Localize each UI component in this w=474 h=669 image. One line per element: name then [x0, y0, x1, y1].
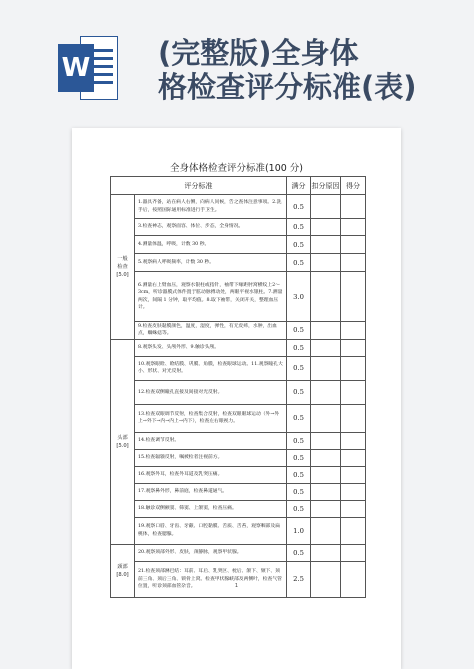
- table-row: [111, 561, 366, 597]
- table-header-row: [111, 177, 366, 195]
- section-label-line: 检查: [117, 263, 128, 270]
- deduction-reason-cell[interactable]: [311, 483, 341, 500]
- obtained-score-cell[interactable]: [341, 404, 366, 432]
- deduction-reason-cell[interactable]: [311, 272, 341, 322]
- table-row: [111, 544, 366, 561]
- section-label-line: 颈部: [117, 563, 128, 570]
- criterion-text: 10.观察眼睑、睑结膜、巩膜、角膜，检查眼球运动。11.观察瞳孔大小、形状、对光反射。: [135, 356, 287, 380]
- obtained-score-cell[interactable]: [341, 195, 366, 219]
- deduction-reason-cell[interactable]: [311, 561, 341, 597]
- table-row: [111, 466, 366, 483]
- section-label-line: 一般: [117, 255, 128, 262]
- obtained-score-cell[interactable]: [341, 219, 366, 236]
- criterion-text: 17.观察鼻外形，鼻前庭，检查鼻道通气。: [135, 483, 287, 500]
- deduction-reason-cell[interactable]: [311, 219, 341, 236]
- table-row: [111, 500, 366, 517]
- section-label-line: [5.0]: [116, 271, 129, 278]
- obtained-score-cell[interactable]: [341, 339, 366, 356]
- full-score: 0.5: [287, 404, 311, 432]
- table-row: [111, 272, 366, 322]
- obtained-score-cell[interactable]: [341, 380, 366, 404]
- full-score: 0.5: [287, 466, 311, 483]
- obtained-score-cell[interactable]: [341, 483, 366, 500]
- table-body: [111, 195, 366, 598]
- deduction-reason-cell[interactable]: [311, 466, 341, 483]
- column-header: 得分: [341, 177, 366, 195]
- table-row: [111, 339, 366, 356]
- table-row: [111, 236, 366, 254]
- obtained-score-cell[interactable]: [341, 517, 366, 544]
- full-score: 0.5: [287, 432, 311, 449]
- table-row: [111, 449, 366, 466]
- full-score: 0.5: [287, 544, 311, 561]
- deduction-reason-cell[interactable]: [311, 517, 341, 544]
- obtained-score-cell[interactable]: [341, 254, 366, 272]
- criterion-text: 3.检查神志，观察面容、体位、步态，全身情况。: [135, 219, 287, 236]
- deduction-reason-cell[interactable]: [311, 254, 341, 272]
- full-score: 1.0: [287, 517, 311, 544]
- full-score: 0.5: [287, 254, 311, 272]
- document-title-line-1: (完整版)全身体: [158, 36, 359, 70]
- table-row: [111, 322, 366, 340]
- table-row: [111, 404, 366, 432]
- deduction-reason-cell[interactable]: [311, 449, 341, 466]
- criterion-text: 8.观察头发、头颅外形、9.触诊头颅。: [135, 339, 287, 356]
- full-score: 0.5: [287, 322, 311, 340]
- criterion-text: 9.检查皮肤黏膜颜色，温度，湿度，弹性，有无皮疹，水肿，出血点，蜘蛛痣等。: [135, 322, 287, 340]
- full-score: 0.5: [287, 483, 311, 500]
- table-row: [111, 380, 366, 404]
- full-score: 2.5: [287, 561, 311, 597]
- page-number: 1: [234, 583, 239, 589]
- criterion-text: 1.器具齐备，站在病人右侧，向病人问候，告之查体注意事项。2.洗手后，按照国际通用标准进行手卫生。: [135, 195, 287, 219]
- criterion-text: 13.检查双眼调节反射，检查集合反射，检查双眼眼球运动（外→外上→外下→内→内上→内下），检查左右眼视力。: [135, 404, 287, 432]
- scoring-table: [110, 176, 366, 598]
- obtained-score-cell[interactable]: [341, 432, 366, 449]
- obtained-score-cell[interactable]: [341, 449, 366, 466]
- deduction-reason-cell[interactable]: [311, 195, 341, 219]
- deduction-reason-cell[interactable]: [311, 356, 341, 380]
- section-label: [111, 195, 135, 340]
- criterion-text: 16.观察外耳，检查外耳道及乳突压痛。: [135, 466, 287, 483]
- criterion-text: 21.检查颈部淋巴结：耳前、耳后、乳突区、枕后、颌下、颏下、颈前三角、颈后三角、锁骨上窝。检查甲状腺峡部及两侧叶，检查气管位置，听诊颈部血管杂音。: [135, 561, 287, 597]
- obtained-score-cell[interactable]: [341, 466, 366, 483]
- section-label: [111, 339, 135, 544]
- obtained-score-cell[interactable]: [341, 544, 366, 561]
- obtained-score-cell[interactable]: [341, 500, 366, 517]
- criterion-text: 19.观察口唇、牙齿、牙龈、口腔黏膜、舌质、舌苔，观察咽部及扁桃体，检查腮腺。: [135, 517, 287, 544]
- criterion-text: 15.检查辐辏反射，嘱被检者注视前方。: [135, 449, 287, 466]
- word-document-icon: [58, 36, 118, 100]
- document-header: [0, 0, 474, 130]
- full-score: 0.5: [287, 356, 311, 380]
- deduction-reason-cell[interactable]: [311, 339, 341, 356]
- section-label-line: 头部: [117, 434, 128, 441]
- full-score: 3.0: [287, 272, 311, 322]
- obtained-score-cell[interactable]: [341, 322, 366, 340]
- section-label-line: [5.0]: [116, 442, 129, 449]
- deduction-reason-cell[interactable]: [311, 432, 341, 449]
- full-score: 0.5: [287, 236, 311, 254]
- deduction-reason-cell[interactable]: [311, 380, 341, 404]
- criterion-text: 20.观察颈部外形、皮肤，颈静脉，观察甲状腺。: [135, 544, 287, 561]
- column-header: 扣分原因: [311, 177, 341, 195]
- table-row: [111, 254, 366, 272]
- criterion-text: 5.观察病人呼吸频率，计数 30 秒。: [135, 254, 287, 272]
- full-score: 0.5: [287, 195, 311, 219]
- table-row: [111, 356, 366, 380]
- document-page: [72, 128, 401, 669]
- deduction-reason-cell[interactable]: [311, 544, 341, 561]
- obtained-score-cell[interactable]: [341, 561, 366, 597]
- obtained-score-cell[interactable]: [341, 236, 366, 254]
- document-title: [158, 36, 458, 104]
- full-score: 0.5: [287, 339, 311, 356]
- deduction-reason-cell[interactable]: [311, 500, 341, 517]
- column-header: 满分: [287, 177, 311, 195]
- full-score: 0.5: [287, 449, 311, 466]
- criterion-text: 12.检查双侧瞳孔直接及间接对光反射。: [135, 380, 287, 404]
- table-row: [111, 195, 366, 219]
- word-letter: W: [58, 44, 94, 92]
- full-score: 0.5: [287, 380, 311, 404]
- full-score: 0.5: [287, 219, 311, 236]
- criterion-text: 6.测量右上臂血压，观察水银柱或指针，袖带下缘距肘窝横纹上2～3cm，听诊器膜式体件置于肱动脉搏动处，两眼平视水银柱。7.测量两次，间隔 1 分钟，取平均值。8.取下袖带，关闭开关，整理血压计。: [135, 272, 287, 322]
- table-row: [111, 483, 366, 500]
- column-header: 评分标准: [111, 177, 287, 195]
- criterion-text: 14.检查调节反射。: [135, 432, 287, 449]
- sheet-title: 全身体格检查评分标准(100 分): [169, 163, 304, 174]
- section-label-line: [8.0]: [116, 571, 129, 578]
- obtained-score-cell[interactable]: [341, 356, 366, 380]
- deduction-reason-cell[interactable]: [311, 404, 341, 432]
- criterion-text: 4.测量体温，呼吸，计数 30 秒。: [135, 236, 287, 254]
- document-title-line-2: 格检查评分标准(表): [158, 70, 417, 104]
- section-label: [111, 544, 135, 597]
- deduction-reason-cell[interactable]: [311, 322, 341, 340]
- full-score: 0.5: [287, 500, 311, 517]
- table-row: [111, 219, 366, 236]
- deduction-reason-cell[interactable]: [311, 236, 341, 254]
- table-row: [111, 432, 366, 449]
- obtained-score-cell[interactable]: [341, 272, 366, 322]
- criterion-text: 18.触诊双侧额窦、筛窦、上颌窦，检查压痛。: [135, 500, 287, 517]
- table-row: [111, 517, 366, 544]
